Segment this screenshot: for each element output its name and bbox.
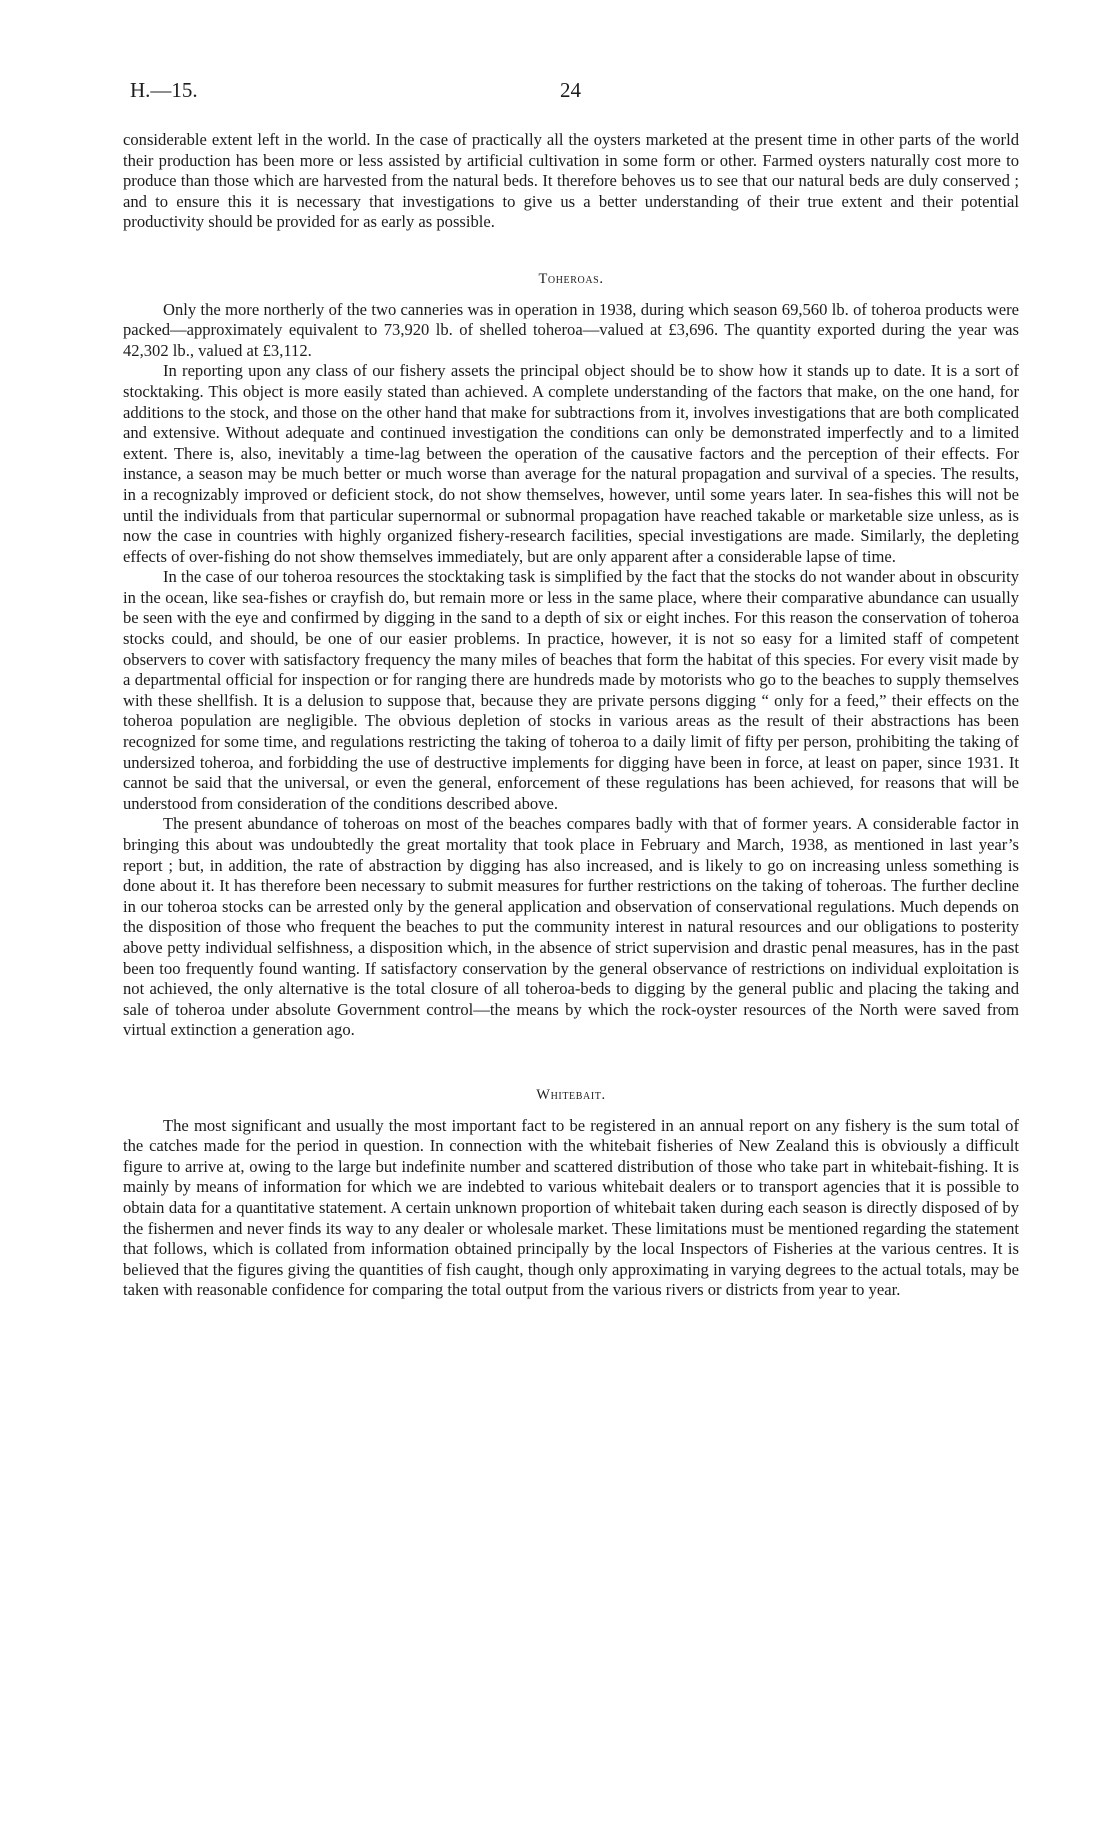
toheroas-paragraph-1: Only the more northerly of the two canneries was in operation in 1938, during which season 69,560 lb. of toheroa products were packed—approximately equivalent to 73,920 lb. of shelled toheroa—valued at £3,696. The quantity exported during the year was 42,302 lb., valued at £3,112. bbox=[123, 299, 1019, 360]
whitebait-paragraph-1: The most significant and usually the most important fact to be registered in an annual report on any fishery is the sum total of the catches made for the period in question. In connection with the whitebait fisheries of New Zealand this is obviously a difficult figure to arrive at, owing to the large but indefinite number and scattered distribution of those who take part in whitebait-fishing. It is mainly by means of information for which we are indebted to various whitebait dealers or to transport agencies that it is possible to obtain data for a quantitative statement. A certain unknown proportion of whitebait taken during each season is directly disposed of by the fishermen and never finds its way to any dealer or wholesale market. These limitations must be mentioned regarding the statement that follows, which is collated from information obtained principally by the local Inspectors of Fisheries at the various centres. It is believed that the figures giving the quantities of fish caught, though only approximating in varying degrees to the actual totals, may be taken with reasonable confidence for comparing the total output from the various rivers or districts from year to year. bbox=[123, 1115, 1019, 1300]
intro-paragraph: considerable extent left in the world. In the case of practically all the oysters marketed at the present time in other parts of the world their production has been more or less assisted by artificial cultivation in some form or other. Farmed oysters naturally cost more to produce than those which are harvested from the natural beds. It therefore behoves us to see that our natural beds are duly conserved ; and to ensure this it is necessary that investigations to give us a better understanding of their true extent and their potential productivity should be provided for as early as possible. bbox=[123, 130, 1019, 232]
page-header bbox=[130, 78, 1010, 108]
section-heading-toheroas: Toheroas. bbox=[538, 270, 604, 287]
toheroas-paragraph-4: The present abundance of toheroas on most of the beaches compares badly with that of former years. A considerable factor in bringing this about was undoubtedly the great mortality that took place in February and March, 1938, as mentioned in last year’s report ; but, in addition, the rate of abstraction by digging has also increased, and is likely to go on increasing unless something is done about it. It has therefore been necessary to submit measures for further restrictions on the taking of toheroas. The further decline in our toheroa stocks can be arrested only by the general application and observation of conservational regulations. Much depends on the disposition of those who frequent the beaches to put the community interest in natural resources and our obligations to posterity above petty individual selfishness, a disposition which, in the absence of strict supervision and drastic penal measures, has in the past been too frequently found wanting. If satisfactory conservation by the general observance of restrictions on individual exploitation is not achieved, the only alternative is the total closure of all toheroa-beds to digging by the general public and placing the taking and sale of toheroa under absolute Government control—the means by which the rock-oyster resources of the North were saved from virtual extinction a generation ago. bbox=[123, 814, 1019, 1040]
page-number: 24 bbox=[560, 78, 581, 102]
section-heading-whitebait: Whitebait. bbox=[536, 1086, 606, 1103]
document-reference: H.—15. bbox=[130, 78, 198, 102]
toheroas-paragraph-2: In reporting upon any class of our fishery assets the principal object should be to show how it stands up to date. It is a sort of stocktaking. This object is more easily stated than achieved. A complete understanding of the factors that make, on the one hand, for additions to the stock, and those on the other hand that make for subtractions from it, involves investigations that are both complicated and extensive. Without adequate and continued investigation the conditions can only be demonstrated imperfectly and to a limited extent. There is, also, inevitably a time-lag between the operation of the causative factors and the perception of their effects. For instance, a season may be much better or much worse than average for the natural propagation and survival of a species. The results, in a recognizably improved or deficient stock, do not show themselves, however, until some years later. In sea-fishes this will not be until the individuals from that particular supernormal or subnormal propagation have reached takable or marketable size unless, as is now the case in countries with highly organized fishery-research facilities, special investigations are made. Similarly, the depleting effects of over-fishing do not show themselves immediately, but are only apparent after a considerable lapse of time. bbox=[123, 361, 1019, 566]
toheroas-paragraph-3: In the case of our toheroa resources the stocktaking task is simplified by the fact that the stocks do not wander about in obscurity in the ocean, like sea-fishes or crayfish do, but remain more or less in the same place, where their comparative abundance can usually be seen with the eye and confirmed by digging in the sand to a depth of six or eight inches. For this reason the conservation of toheroa stocks could, and should, be one of our easier problems. In practice, however, it is not so easy for a limited staff of competent observers to cover with satisfactory frequency the many miles of beaches that form the habitat of this species. For every visit made by a departmental official for inspection or for ranging there are hundreds made by motorists who go to the beaches to supply themselves with these shellfish. It is a delusion to suppose that, because they are private persons digging “ only for a feed,” their effects on the toheroa population are negligible. The obvious depletion of stocks in various areas as the result of their abstractions has been recognized for some time, and regulations restricting the taking of toheroa to a daily limit of fifty per person, prohibiting the taking of undersized toheroa, and forbidding the use of destructive implements for digging have been in force, at least on paper, since 1931. It cannot be said that the universal, or even the general, enforcement of these regulations has been achieved, for reasons that will be understood from consideration of the conditions described above. bbox=[123, 567, 1019, 813]
document-body bbox=[123, 130, 1019, 1301]
